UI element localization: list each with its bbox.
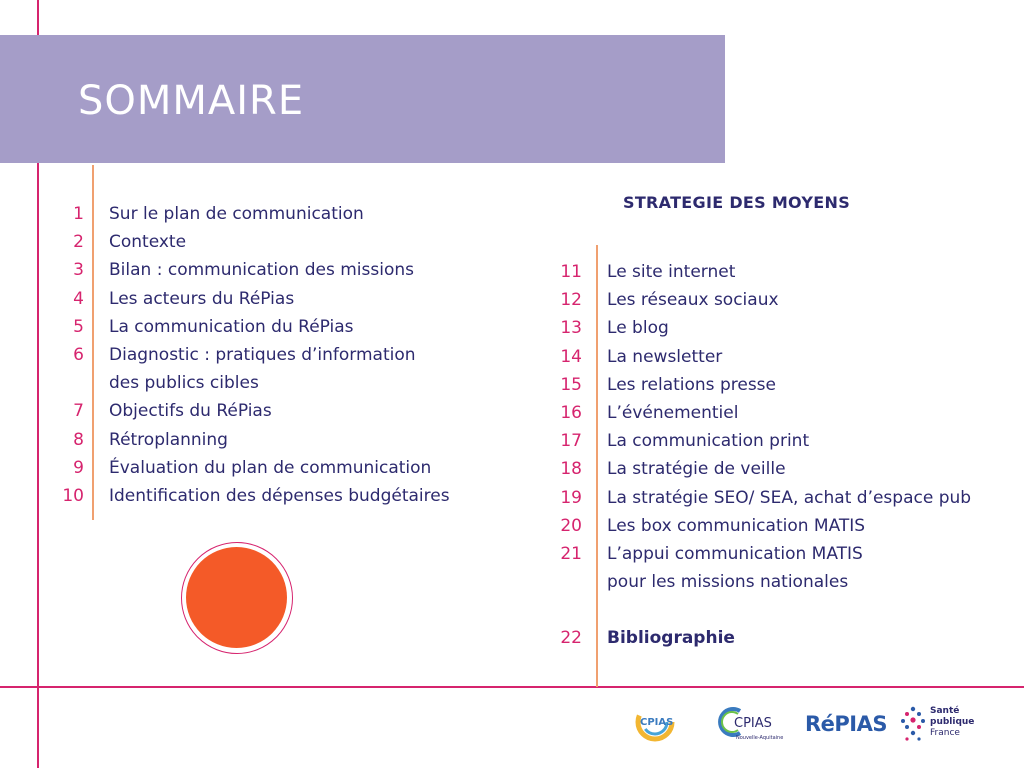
- toc-label: Évaluation du plan de communication: [109, 457, 432, 478]
- cpias-logo-1-text: CPIAS: [640, 717, 674, 728]
- sante-logo-line2: publique: [930, 717, 975, 727]
- toc-number: 2: [73, 232, 84, 253]
- toc-label: Sur le plan de communication: [109, 204, 364, 224]
- toc-number: 4: [73, 288, 84, 309]
- toc-label: Bilan : communication des missions: [109, 260, 414, 281]
- toc-label-continuation: pour les missions nationales: [607, 572, 849, 593]
- toc-number: 19: [560, 487, 582, 508]
- toc-number: 6: [73, 344, 84, 365]
- toc-label: La communication print: [607, 431, 810, 452]
- left-divider: [92, 165, 94, 520]
- repias-logo-text: RéPIAS: [805, 712, 887, 736]
- toc-number: 3: [73, 260, 84, 281]
- toc-label: Diagnostic : pratiques d’information: [109, 344, 416, 365]
- bottom-accent-line: [0, 686, 1024, 688]
- toc-label: La newsletter: [607, 346, 723, 367]
- toc-label: Les acteurs du RéPias: [109, 288, 295, 309]
- repias-logo: [805, 709, 885, 739]
- right-divider: [596, 245, 598, 687]
- toc-label: Bibliographie: [607, 628, 735, 649]
- toc-number: 10: [62, 485, 84, 506]
- toc-number: 21: [560, 543, 582, 564]
- section-title-strategie: STRATEGIE DES MOYENS: [623, 193, 851, 212]
- cpias-logo-2-text: CPIAS: [734, 716, 772, 731]
- cpias-logo-1: [632, 700, 678, 744]
- toc-number: 7: [73, 401, 84, 422]
- toc-label: La stratégie SEO/ SEA, achat d’espace pub: [607, 487, 972, 508]
- sante-logo-line3: France: [930, 728, 960, 738]
- toc-number: 17: [560, 431, 582, 452]
- toc-label: L’appui communication MATIS: [607, 543, 863, 564]
- toc-number: 8: [73, 429, 84, 450]
- toc-label-continuation: des publics cibles: [109, 373, 259, 394]
- toc-number: 11: [560, 262, 582, 282]
- toc-label: Objectifs du RéPias: [109, 401, 272, 422]
- cpias-logo-2-subtext: Nouvelle-Aquitaine: [736, 735, 784, 741]
- toc-number: 12: [560, 290, 582, 311]
- toc-number: 15: [560, 374, 582, 395]
- sante-dots-icon: [900, 705, 926, 745]
- toc-number: 13: [560, 318, 582, 339]
- toc-number: 20: [560, 515, 582, 536]
- toc-label: Les relations presse: [607, 374, 776, 395]
- toc-label: Identification des dépenses budgétaires: [109, 485, 450, 506]
- decorative-orange-circle: [186, 547, 287, 648]
- toc-label: Le site internet: [607, 262, 736, 282]
- toc-label: La communication du RéPias: [109, 316, 354, 337]
- toc-label: Contexte: [109, 232, 187, 253]
- toc-label: Rétroplanning: [109, 429, 228, 450]
- toc-number: 14: [560, 346, 582, 367]
- toc-number: 18: [560, 459, 582, 480]
- page-title: SOMMAIRE: [78, 78, 305, 124]
- toc-number: 9: [73, 457, 84, 478]
- sante-logo-line1: Santé: [930, 706, 960, 716]
- toc-label: La stratégie de veille: [607, 459, 786, 480]
- toc-number: 5: [73, 316, 84, 337]
- toc-number: 22: [560, 628, 582, 649]
- toc-number: 1: [73, 204, 84, 224]
- toc-label: Les box communication MATIS: [607, 515, 866, 536]
- toc-number: 16: [560, 402, 582, 423]
- sante-publique-logo: [900, 703, 980, 747]
- toc-label: Les réseaux sociaux: [607, 290, 779, 311]
- toc-label: Le blog: [607, 318, 669, 339]
- toc-label: L’événementiel: [607, 402, 739, 423]
- cpias-logo-2: [716, 705, 784, 745]
